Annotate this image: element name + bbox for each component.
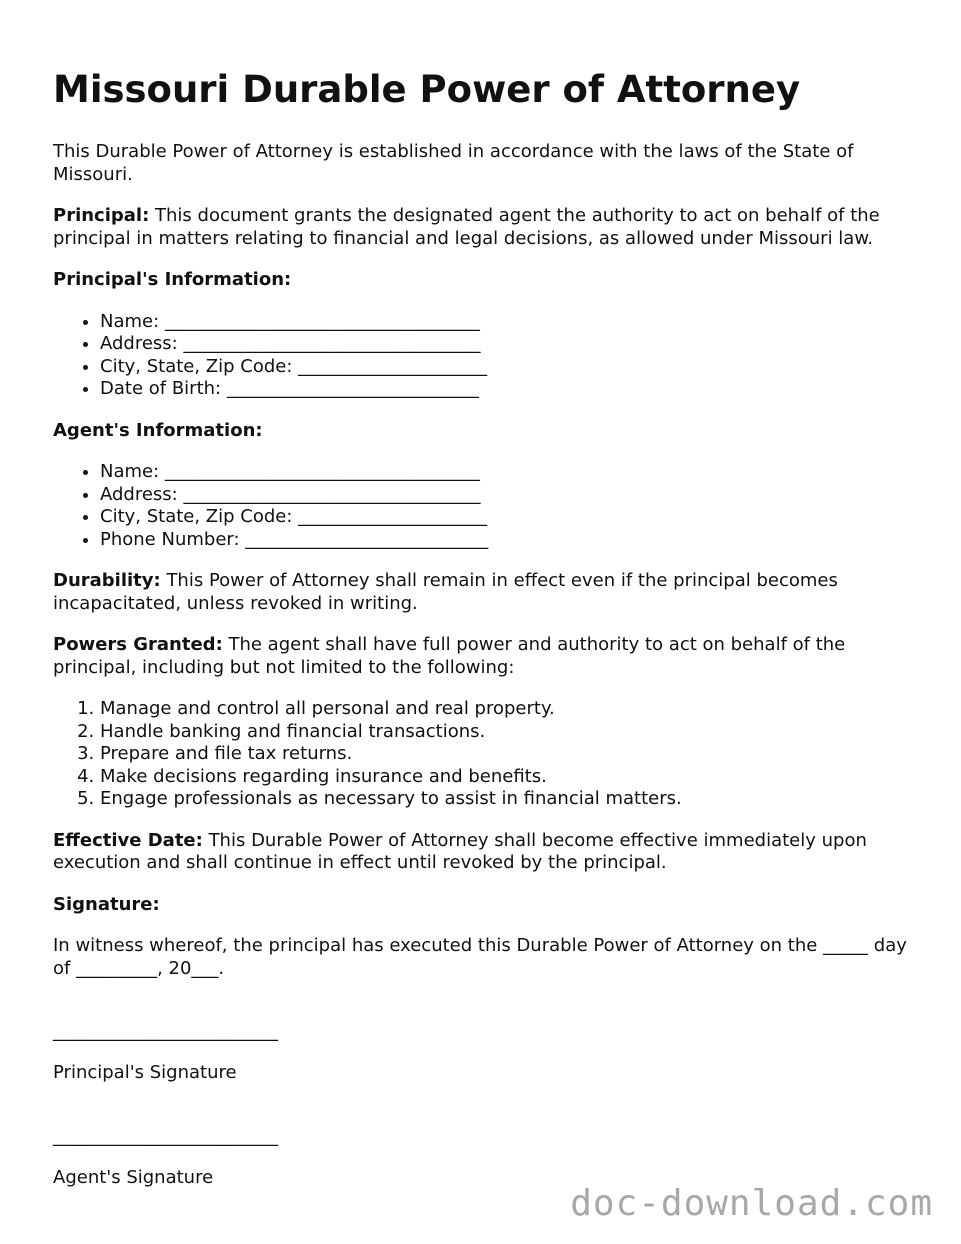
effective-date-paragraph — [53, 830, 913, 875]
principal-name-field: • Name: ___________________________________ — [100, 311, 913, 334]
power-item: 2. Handle banking and financial transactions. — [100, 721, 913, 744]
principal-paragraph — [53, 205, 913, 250]
power-item: 3. Prepare and file tax returns. — [100, 743, 913, 766]
document-title: Missouri Durable Power of Attorney — [53, 68, 801, 111]
powers-list — [53, 698, 913, 811]
agent-phone-field: • Phone Number: ___________________________ — [100, 529, 913, 552]
durability-label: Durability: — [53, 570, 161, 591]
agent-info-list — [53, 461, 913, 551]
durability-text: This Power of Attorney shall remain in effect even if the principal becomes incapacitated, unless revoked in writing. — [53, 570, 838, 614]
principal-address-field: • Address: _________________________________ — [100, 333, 913, 356]
principal-label: Principal: — [53, 205, 150, 226]
powers-granted-label: Powers Granted: — [53, 634, 223, 655]
agent-info-heading: Agent's Information: — [53, 419, 263, 441]
agent-name-field: • Name: ___________________________________ — [100, 461, 913, 484]
principal-text: This document grants the designated agent the authority to act on behalf of the principal in matters relating to financial and legal decisions, as allowed under Missouri law. — [53, 205, 880, 249]
principal-city-state-zip-field: • City, State, Zip Code: _____________________ — [100, 356, 913, 379]
powers-granted-text: The agent shall have full power and authority to act on behalf of the principal, including but not limited to the following: — [53, 634, 846, 678]
principal-signature-label: Principal's Signature — [53, 1062, 237, 1083]
effective-date-text: This Durable Power of Attorney shall become effective immediately upon execution and shall continue in effect until revoked by the principal. — [53, 829, 867, 873]
agent-city-state-zip-field: • City, State, Zip Code: _____________________ — [100, 506, 913, 529]
durability-paragraph — [53, 570, 913, 615]
agent-signature-label: Agent's Signature — [53, 1166, 214, 1188]
principal-info-list — [53, 311, 913, 401]
witness-paragraph: In witness whereof, the principal has executed this Durable Power of Attorney on the _____ day of _________, 20___. — [53, 935, 907, 979]
power-item: 1. Manage and control all personal and real property. — [100, 698, 913, 721]
principal-dob-field: • Date of Birth: ____________________________ — [100, 378, 913, 401]
signature-heading: Signature: — [53, 893, 160, 915]
principal-info-heading: Principal's Information: — [53, 269, 292, 290]
power-item: 4. Make decisions regarding insurance and benefits. — [100, 766, 913, 789]
intro-paragraph: This Durable Power of Attorney is established in accordance with the laws of the State of Missouri. — [53, 141, 854, 185]
watermark-text: doc-download.com — [570, 1183, 933, 1224]
powers-granted-paragraph — [53, 634, 913, 679]
document-page — [53, 66, 913, 1208]
agent-address-field: • Address: _________________________________ — [100, 484, 913, 507]
power-item: 5. Engage professionals as necessary to assist in financial matters. — [100, 788, 913, 811]
agent-signature-line: _________________________ — [53, 1125, 278, 1147]
principal-signature-line: _________________________ — [53, 1021, 278, 1042]
effective-date-label: Effective Date: — [53, 829, 203, 851]
